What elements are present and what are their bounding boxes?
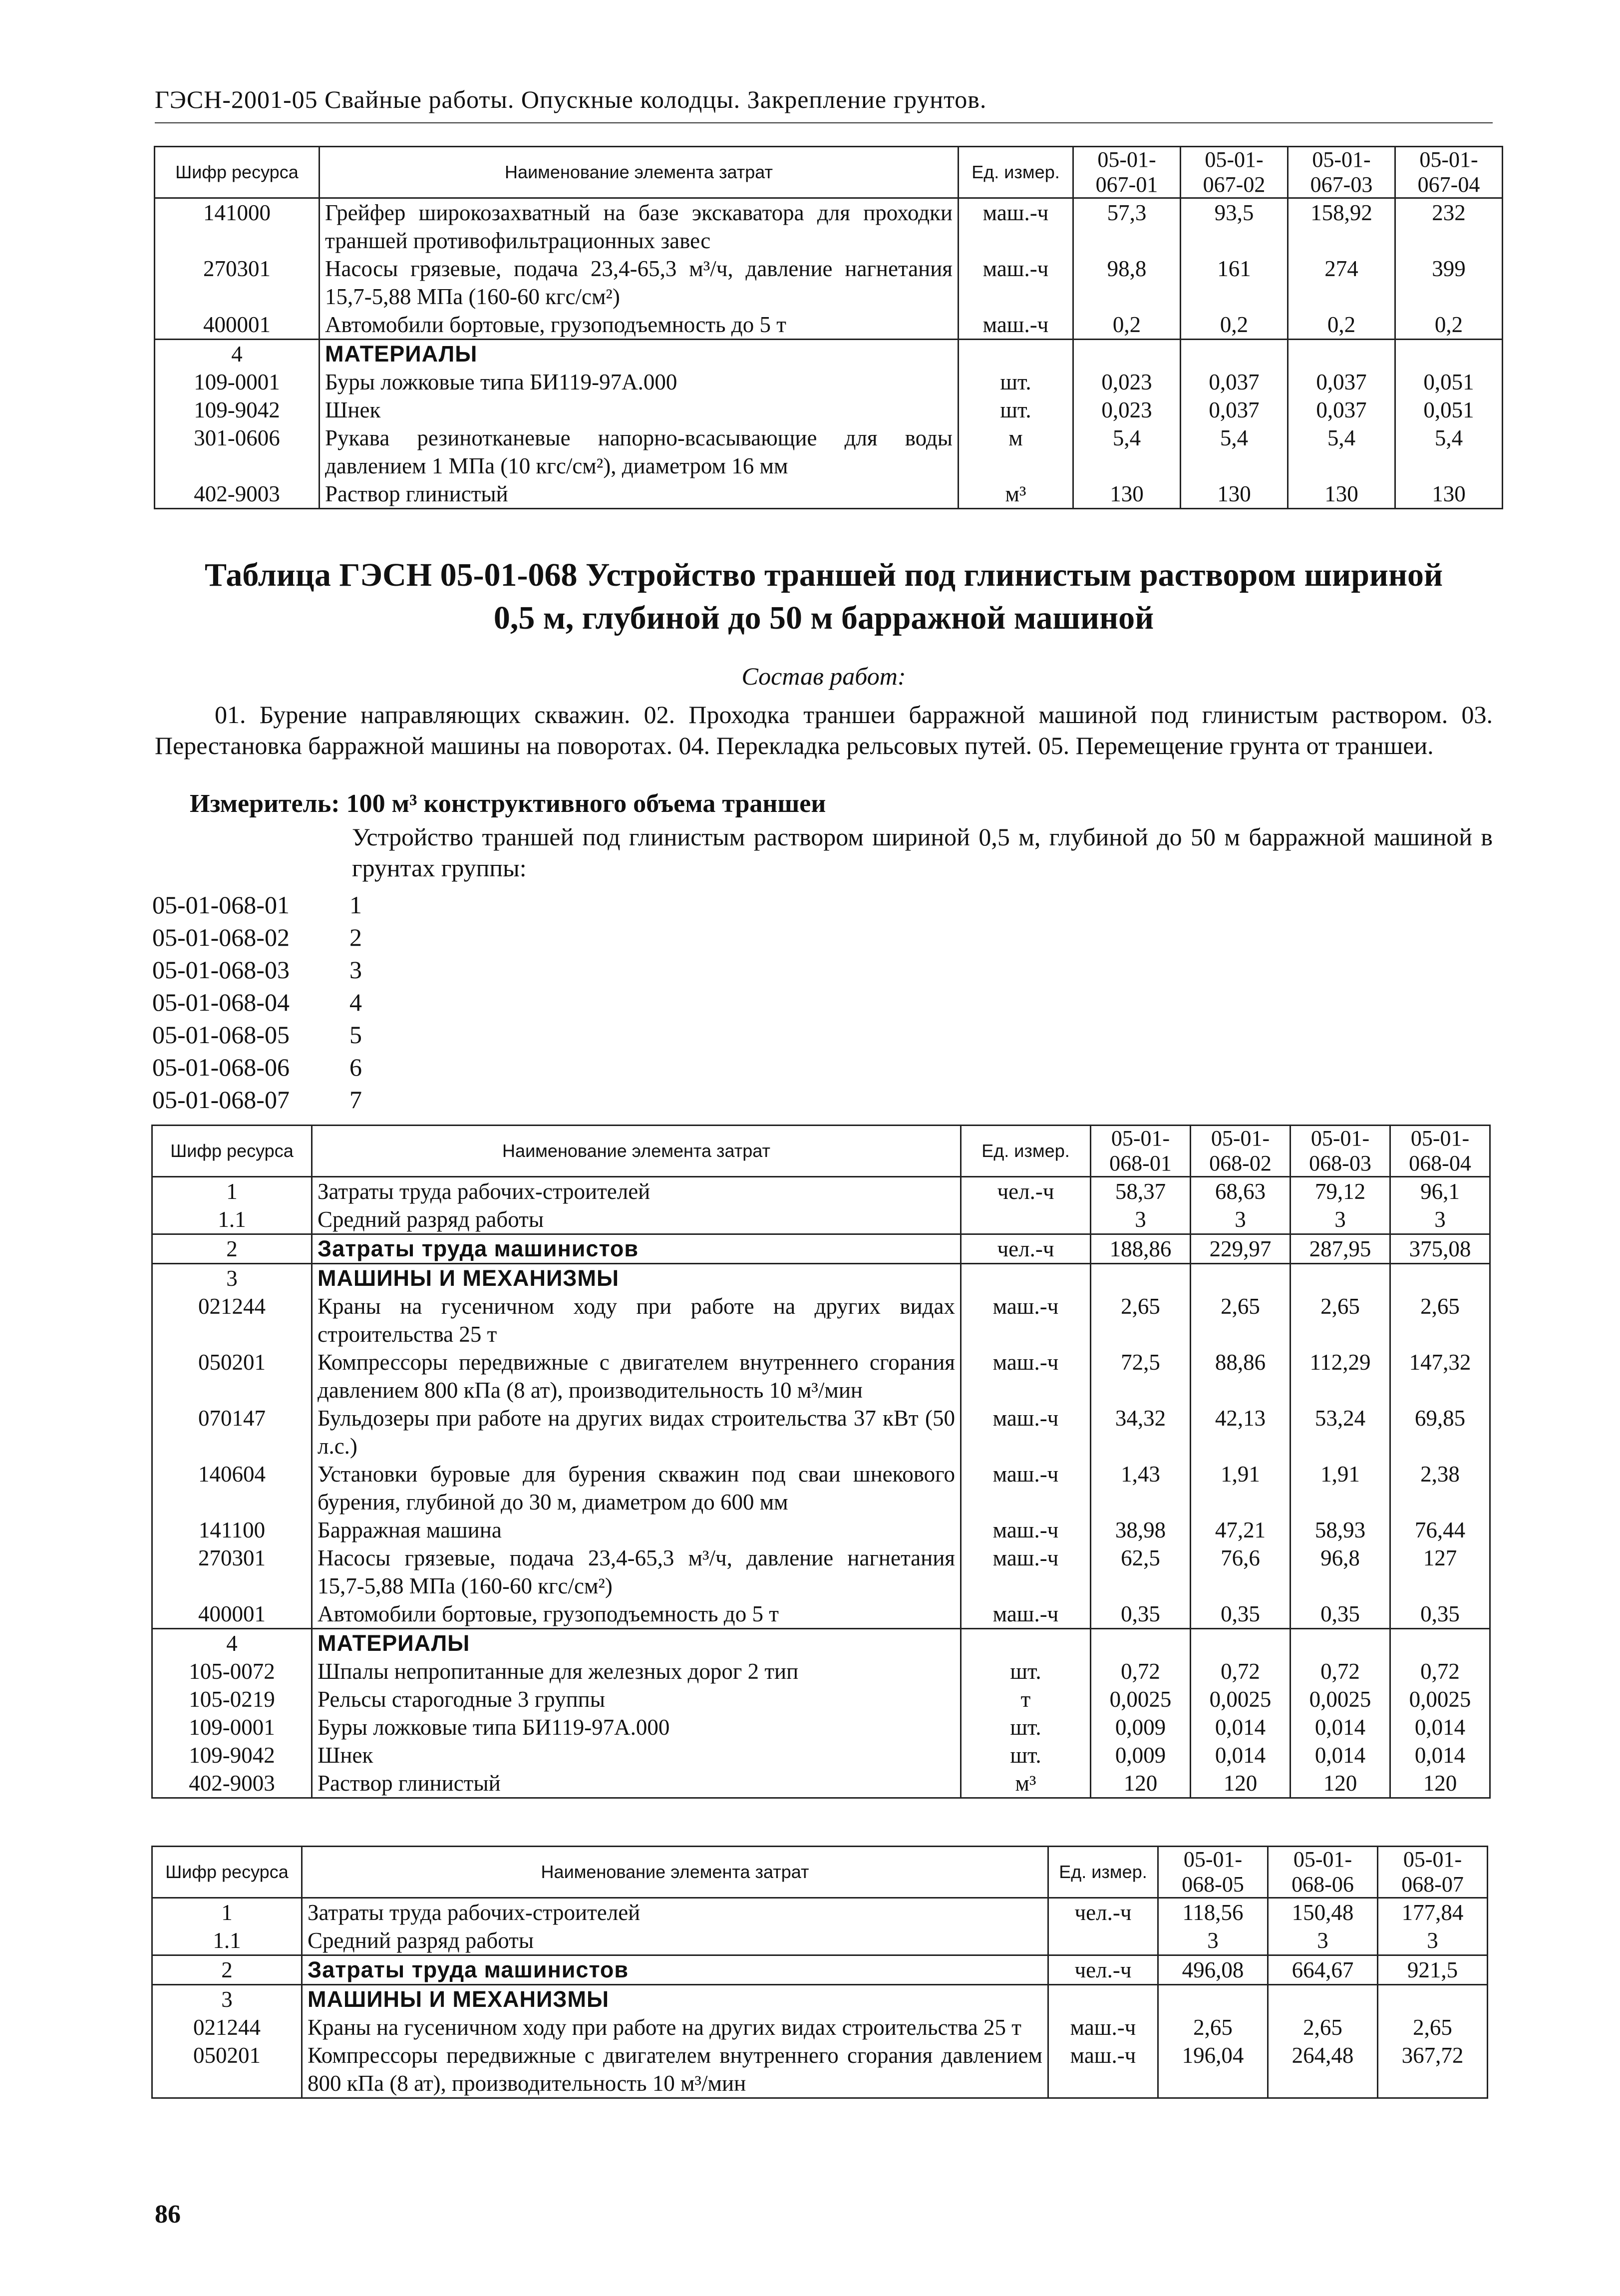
cost-value: 0,0025 <box>1091 1685 1191 1713</box>
norm-code: 05-01-068-01 <box>152 891 290 919</box>
cost-value: 69,85 <box>1390 1404 1490 1460</box>
unit: шт. <box>961 1657 1091 1685</box>
unit <box>961 1205 1091 1234</box>
cost-value: 0,72 <box>1390 1657 1490 1685</box>
cost-value: 0,009 <box>1091 1741 1191 1769</box>
unit: шт. <box>961 1741 1091 1769</box>
unit: маш.-ч <box>961 1544 1091 1600</box>
norm-code: 05-01-068-04 <box>152 988 290 1016</box>
col-header-norm-code: 05-01-067-01 <box>1073 147 1181 198</box>
resource-name: Установки буровые для бурения скважин под сваи шнекового бурения, глубиной до 30 м, диаметром до 600 мм <box>312 1460 961 1516</box>
cost-value: 921,5 <box>1378 1955 1488 1985</box>
resource-name: МАТЕРИАЛЫ <box>312 1629 961 1658</box>
cost-value: 127 <box>1390 1544 1490 1600</box>
col-header-norm-code: 05-01-068-07 <box>1378 1847 1488 1898</box>
cost-value: 0,014 <box>1191 1741 1291 1769</box>
cost-value <box>1390 1264 1490 1293</box>
cost-value: 120 <box>1091 1769 1191 1798</box>
unit: т <box>961 1685 1091 1713</box>
resource-code: 4 <box>152 1629 312 1658</box>
unit: чел.-ч <box>961 1234 1091 1264</box>
resource-code: 400001 <box>152 1600 312 1629</box>
cost-value: 130 <box>1395 480 1503 509</box>
cost-value: 58,93 <box>1291 1516 1390 1544</box>
col-header-norm-code: 05-01-068-03 <box>1291 1126 1390 1177</box>
resource-code: 1 <box>152 1177 312 1206</box>
cost-value: 496,08 <box>1158 1955 1268 1985</box>
unit: маш.-ч <box>959 311 1073 340</box>
unit: маш.-ч <box>1048 2041 1158 2098</box>
resource-code: 141000 <box>155 198 320 255</box>
cost-value: 0,0025 <box>1291 1685 1390 1713</box>
cost-value: 147,32 <box>1390 1348 1490 1404</box>
resource-code: 301-0606 <box>155 424 320 480</box>
unit: чел.-ч <box>1048 1898 1158 1927</box>
cost-value <box>1288 340 1395 369</box>
table-row <box>152 1741 1490 1769</box>
cost-value <box>1291 1629 1390 1658</box>
unit: м³ <box>961 1769 1091 1798</box>
cost-value: 5,4 <box>1395 424 1503 480</box>
cost-value: 367,72 <box>1378 2041 1488 2098</box>
norm-code: 05-01-068-06 <box>152 1053 290 1081</box>
cost-value: 2,65 <box>1268 2013 1378 2041</box>
table-row <box>152 2013 1488 2041</box>
cost-value: 0,037 <box>1288 368 1395 396</box>
cost-value <box>1291 1264 1390 1293</box>
table-row <box>152 1657 1490 1685</box>
cost-value: 0,35 <box>1091 1600 1191 1629</box>
cost-value: 1,91 <box>1191 1460 1291 1516</box>
resource-name: Компрессоры передвижные с двигателем внутреннего сгорания давлением 800 кПа (8 ат), производительность 10 м³/мин <box>312 1348 961 1404</box>
table-row <box>152 1177 1490 1206</box>
cost-value <box>1181 340 1288 369</box>
resource-name: МАШИНЫ И МЕХАНИЗМЫ <box>312 1264 961 1293</box>
cost-value: 399 <box>1395 255 1503 311</box>
resource-name: Барражная машина <box>312 1516 961 1544</box>
resource-code: 270301 <box>152 1544 312 1600</box>
cost-value: 264,48 <box>1268 2041 1378 2098</box>
table-row <box>152 1292 1490 1348</box>
resource-name: Затраты труда машинистов <box>302 1955 1048 1985</box>
soil-group: 5 <box>349 1021 362 1049</box>
cost-value: 5,4 <box>1288 424 1395 480</box>
cost-value: 130 <box>1288 480 1395 509</box>
cost-value <box>1091 1264 1191 1293</box>
unit: шт. <box>959 368 1073 396</box>
table-row <box>155 340 1503 369</box>
unit: маш.-ч <box>961 1460 1091 1516</box>
cost-value: 0,72 <box>1191 1657 1291 1685</box>
cost-value: 0,35 <box>1390 1600 1490 1629</box>
cost-value: 0,023 <box>1073 368 1181 396</box>
cost-value: 96,1 <box>1390 1177 1490 1206</box>
resource-name: Затраты труда рабочих-строителей <box>312 1177 961 1206</box>
cost-value <box>1268 1985 1378 2014</box>
cost-value: 0,0025 <box>1390 1685 1490 1713</box>
cost-value: 3 <box>1091 1205 1191 1234</box>
cost-value: 0,2 <box>1073 311 1181 340</box>
cost-value: 0,2 <box>1395 311 1503 340</box>
unit: маш.-ч <box>961 1404 1091 1460</box>
resource-code: 050201 <box>152 2041 302 2098</box>
cost-value: 150,48 <box>1268 1898 1378 1927</box>
resource-name: Средний разряд работы <box>302 1926 1048 1955</box>
cost-value <box>1073 340 1181 369</box>
resource-name: МАТЕРИАЛЫ <box>320 340 959 369</box>
resource-name: Грейфер широкозахватный на базе экскаватора для проходки траншей противофильтрационных завес <box>320 198 959 255</box>
cost-value: 3 <box>1390 1205 1490 1234</box>
table-row <box>152 1460 1490 1516</box>
resource-code: 070147 <box>152 1404 312 1460</box>
cost-value: 2,65 <box>1191 1292 1291 1348</box>
col-header-norm-code: 05-01-068-05 <box>1158 1847 1268 1898</box>
cost-value: 375,08 <box>1390 1234 1490 1264</box>
table-header-row <box>155 147 1503 198</box>
cost-value: 664,67 <box>1268 1955 1378 1985</box>
table-row <box>155 424 1503 480</box>
cost-value: 1,91 <box>1291 1460 1390 1516</box>
soil-group: 6 <box>349 1053 362 1081</box>
cost-value: 1,43 <box>1091 1460 1191 1516</box>
resource-code: 109-9042 <box>152 1741 312 1769</box>
resource-name: Насосы грязевые, подача 23,4-65,3 м³/ч, давление нагнетания 15,7-5,88 МПа (160-60 кгс/см²) <box>320 255 959 311</box>
resource-code: 140604 <box>152 1460 312 1516</box>
table-row <box>152 2041 1488 2098</box>
unit: чел.-ч <box>961 1177 1091 1206</box>
unit: шт. <box>961 1713 1091 1741</box>
table-row <box>155 368 1503 396</box>
cost-value: 0,2 <box>1288 311 1395 340</box>
cost-value: 188,86 <box>1091 1234 1191 1264</box>
resource-table-068-05-07 <box>151 1846 1488 2099</box>
table-row <box>152 1404 1490 1460</box>
col-header-norm-code: 05-01-067-03 <box>1288 147 1395 198</box>
unit: маш.-ч <box>1048 2013 1158 2041</box>
cost-value: 229,97 <box>1191 1234 1291 1264</box>
table-row <box>152 1234 1490 1264</box>
cost-value: 0,014 <box>1291 1713 1390 1741</box>
header-rule <box>155 122 1493 123</box>
cost-value: 47,21 <box>1191 1516 1291 1544</box>
norm-code-item <box>152 986 362 1019</box>
unit: маш.-ч <box>961 1292 1091 1348</box>
cost-value: 38,98 <box>1091 1516 1191 1544</box>
resource-name: Буры ложковые типа БИ119-97А.000 <box>320 368 959 396</box>
cost-value: 2,65 <box>1291 1292 1390 1348</box>
soil-group: 3 <box>349 956 362 984</box>
norm-code: 05-01-068-05 <box>152 1021 290 1049</box>
cost-value: 53,24 <box>1291 1404 1390 1460</box>
cost-value: 287,95 <box>1291 1234 1390 1264</box>
resource-code: 105-0072 <box>152 1657 312 1685</box>
cost-value: 98,8 <box>1073 255 1181 311</box>
unit: маш.-ч <box>959 255 1073 311</box>
cost-value: 274 <box>1288 255 1395 311</box>
cost-value: 130 <box>1181 480 1288 509</box>
resource-code: 105-0219 <box>152 1685 312 1713</box>
cost-value: 0,051 <box>1395 368 1503 396</box>
cost-value: 0,037 <box>1181 368 1288 396</box>
table-row <box>152 1205 1490 1234</box>
cost-value: 96,8 <box>1291 1544 1390 1600</box>
unit: маш.-ч <box>961 1516 1091 1544</box>
unit: м <box>959 424 1073 480</box>
work-composition-text: 01. Бурение направляющих скважин. 02. Проходка траншеи барражной машиной под глинистым раствором. 03. Перестановка барражной машины на поворотах. 04. Перекладка рельсовых путей. 05. Перемещение грунта от траншеи. <box>155 701 1493 760</box>
soil-group: 4 <box>349 988 362 1016</box>
table-header-row <box>152 1847 1488 1898</box>
cost-value <box>1395 340 1503 369</box>
cost-value: 3 <box>1291 1205 1390 1234</box>
cost-value <box>1378 1985 1488 2014</box>
table-row <box>152 1264 1490 1293</box>
table-header-row <box>152 1126 1490 1177</box>
cost-value: 88,86 <box>1191 1348 1291 1404</box>
resource-name: Автомобили бортовые, грузоподъемность до 5 т <box>320 311 959 340</box>
cost-value: 3 <box>1378 1926 1488 1955</box>
work-composition-caption: Состав работ: <box>741 662 906 690</box>
col-header-code: Шифр ресурса <box>152 1847 302 1898</box>
cost-value: 2,65 <box>1390 1292 1490 1348</box>
unit: чел.-ч <box>1048 1955 1158 1985</box>
cost-value: 93,5 <box>1181 198 1288 255</box>
cost-value: 0,72 <box>1291 1657 1390 1685</box>
cost-value: 0,009 <box>1091 1713 1191 1741</box>
cost-value: 120 <box>1291 1769 1390 1798</box>
cost-value <box>1158 1985 1268 2014</box>
col-header-norm-code: 05-01-068-01 <box>1091 1126 1191 1177</box>
cost-value <box>1191 1629 1291 1658</box>
norm-code-list <box>152 889 362 1116</box>
cost-value: 5,4 <box>1181 424 1288 480</box>
table-row <box>155 255 1503 311</box>
col-header-code: Шифр ресурса <box>152 1126 312 1177</box>
col-header-norm-code: 05-01-068-02 <box>1191 1126 1291 1177</box>
table-row <box>155 198 1503 255</box>
table-row <box>152 1600 1490 1629</box>
cost-value: 2,38 <box>1390 1460 1490 1516</box>
resource-code: 3 <box>152 1985 302 2014</box>
col-header-unit: Ед. измер. <box>1048 1847 1158 1898</box>
col-header-norm-code: 05-01-068-06 <box>1268 1847 1378 1898</box>
norm-code-item <box>152 1084 362 1116</box>
norm-code-item <box>152 889 362 921</box>
unit <box>1048 1926 1158 1955</box>
cost-value: 130 <box>1073 480 1181 509</box>
cost-value: 196,04 <box>1158 2041 1268 2098</box>
soil-group: 7 <box>349 1086 362 1114</box>
resource-name: Шнек <box>320 396 959 424</box>
cost-value: 68,63 <box>1191 1177 1291 1206</box>
resource-name: Автомобили бортовые, грузоподъемность до 5 т <box>312 1600 961 1629</box>
cost-value: 58,37 <box>1091 1177 1191 1206</box>
norm-code: 05-01-068-02 <box>152 923 290 951</box>
cost-value <box>1091 1629 1191 1658</box>
resource-name: Затраты труда рабочих-строителей <box>302 1898 1048 1927</box>
resource-code: 050201 <box>152 1348 312 1404</box>
resource-code: 3 <box>152 1264 312 1293</box>
cost-value: 2,65 <box>1158 2013 1268 2041</box>
cost-value: 62,5 <box>1091 1544 1191 1600</box>
cost-value <box>1191 1264 1291 1293</box>
resource-code: 109-0001 <box>152 1713 312 1741</box>
cost-value: 177,84 <box>1378 1898 1488 1927</box>
cost-value: 0,014 <box>1191 1713 1291 1741</box>
unit: м³ <box>959 480 1073 509</box>
cost-value: 158,92 <box>1288 198 1395 255</box>
resource-name: Компрессоры передвижные с двигателем внутреннего сгорания давлением 800 кПа (8 ат), производительность 10 м³/мин <box>302 2041 1048 2098</box>
norm-code: 05-01-068-07 <box>152 1086 290 1114</box>
resource-name: Насосы грязевые, подача 23,4-65,3 м³/ч, давление нагнетания 15,7-5,88 МПа (160-60 кгс/см²) <box>312 1544 961 1600</box>
resource-code: 270301 <box>155 255 320 311</box>
cost-value: 0,2 <box>1181 311 1288 340</box>
resource-code: 402-9003 <box>152 1769 312 1798</box>
resource-code: 109-0001 <box>155 368 320 396</box>
table-row <box>152 1516 1490 1544</box>
resource-code: 021244 <box>152 1292 312 1348</box>
norm-code-item <box>152 954 362 986</box>
cost-value: 0,014 <box>1390 1741 1490 1769</box>
col-header-norm-code: 05-01-068-04 <box>1390 1126 1490 1177</box>
unit <box>959 340 1073 369</box>
cost-value: 2,65 <box>1378 2013 1488 2041</box>
cost-value: 5,4 <box>1073 424 1181 480</box>
cost-value: 0,037 <box>1181 396 1288 424</box>
table-row <box>152 1955 1488 1985</box>
col-header-norm-code: 05-01-067-02 <box>1181 147 1288 198</box>
cost-value: 79,12 <box>1291 1177 1390 1206</box>
cost-value: 0,72 <box>1091 1657 1191 1685</box>
cost-value: 57,3 <box>1073 198 1181 255</box>
table-row <box>152 1348 1490 1404</box>
resource-name: Рельсы старогодные 3 группы <box>312 1685 961 1713</box>
resource-code: 402-9003 <box>155 480 320 509</box>
resource-code: 109-9042 <box>155 396 320 424</box>
unit <box>961 1264 1091 1293</box>
table-row <box>152 1685 1490 1713</box>
table-row <box>155 396 1503 424</box>
unit: шт. <box>959 396 1073 424</box>
cost-value: 0,0025 <box>1191 1685 1291 1713</box>
cost-value: 0,014 <box>1390 1713 1490 1741</box>
cost-value: 112,29 <box>1291 1348 1390 1404</box>
resource-code: 2 <box>152 1234 312 1264</box>
cost-value: 3 <box>1158 1926 1268 1955</box>
resource-code: 400001 <box>155 311 320 340</box>
cost-value: 76,6 <box>1191 1544 1291 1600</box>
col-header-unit: Ед. измер. <box>959 147 1073 198</box>
cost-value: 118,56 <box>1158 1898 1268 1927</box>
col-header-code: Шифр ресурса <box>155 147 320 198</box>
resource-code: 2 <box>152 1955 302 1985</box>
norm-code-item <box>152 921 362 954</box>
resource-name: Раствор глинистый <box>320 480 959 509</box>
resource-code: 1.1 <box>152 1205 312 1234</box>
col-header-name: Наименование элемента затрат <box>312 1126 961 1177</box>
table-row <box>155 480 1503 509</box>
soil-group: 2 <box>349 923 362 951</box>
measure-description: Устройство траншей под глинистым раствором шириной 0,5 м, глубиной до 50 м барражной машиной в грунтах группы: <box>352 823 1493 882</box>
cost-value: 0,35 <box>1191 1600 1291 1629</box>
unit: маш.-ч <box>959 198 1073 255</box>
norm-code-item <box>152 1019 362 1051</box>
cost-value: 2,65 <box>1091 1292 1191 1348</box>
cost-value: 232 <box>1395 198 1503 255</box>
cost-value: 0,037 <box>1288 396 1395 424</box>
resource-code: 021244 <box>152 2013 302 2041</box>
norm-code: 05-01-068-03 <box>152 956 290 984</box>
soil-group: 1 <box>349 891 362 919</box>
page-number: 86 <box>155 2200 181 2229</box>
col-header-name: Наименование элемента затрат <box>302 1847 1048 1898</box>
table-row <box>152 1769 1490 1798</box>
resource-name: Раствор глинистый <box>312 1769 961 1798</box>
resource-table-068-01-04 <box>151 1125 1491 1799</box>
measure-unit: Измеритель: 100 м³ конструктивного объема траншеи <box>190 789 826 818</box>
resource-name: Буры ложковые типа БИ119-97А.000 <box>312 1713 961 1741</box>
col-header-name: Наименование элемента затрат <box>320 147 959 198</box>
resource-name: Краны на гусеничном ходу при работе на других видах строительства 25 т <box>312 1292 961 1348</box>
resource-name: Шнек <box>312 1741 961 1769</box>
table-row <box>152 1985 1488 2014</box>
cost-value: 42,13 <box>1191 1404 1291 1460</box>
resource-code: 4 <box>155 340 320 369</box>
cost-value: 34,32 <box>1091 1404 1191 1460</box>
table-title-line-1: Таблица ГЭСН 05-01-068 Устройство траншей под глинистым раствором шириной <box>205 557 1443 593</box>
unit: маш.-ч <box>961 1600 1091 1629</box>
unit: маш.-ч <box>961 1348 1091 1404</box>
running-header: ГЭСН-2001-05 Свайные работы. Опускные колодцы. Закрепление грунтов. <box>155 85 987 113</box>
cost-value: 0,023 <box>1073 396 1181 424</box>
table-row <box>155 311 1503 340</box>
table-row <box>152 1898 1488 1927</box>
resource-name: Краны на гусеничном ходу при работе на других видах строительства 25 т <box>302 2013 1048 2041</box>
unit <box>1048 1985 1158 2014</box>
norm-code-item <box>152 1051 362 1084</box>
cost-value: 0,051 <box>1395 396 1503 424</box>
table-row <box>152 1926 1488 1955</box>
cost-value: 3 <box>1191 1205 1291 1234</box>
col-header-norm-code: 05-01-067-04 <box>1395 147 1503 198</box>
resource-name: Затраты труда машинистов <box>312 1234 961 1264</box>
col-header-unit: Ед. измер. <box>961 1126 1091 1177</box>
table-row <box>152 1544 1490 1600</box>
cost-value: 76,44 <box>1390 1516 1490 1544</box>
cost-value: 3 <box>1268 1926 1378 1955</box>
cost-value <box>1390 1629 1490 1658</box>
cost-value: 0,014 <box>1291 1741 1390 1769</box>
unit <box>961 1629 1091 1658</box>
table-title-line-2: 0,5 м, глубиной до 50 м барражной машиной <box>493 600 1154 636</box>
resource-name: Шпалы непропитанные для железных дорог 2 тип <box>312 1657 961 1685</box>
resource-name: Бульдозеры при работе на других видах строительства 37 кВт (50 л.с.) <box>312 1404 961 1460</box>
resource-code: 1.1 <box>152 1926 302 1955</box>
resource-name: Средний разряд работы <box>312 1205 961 1234</box>
resource-name: МАШИНЫ И МЕХАНИЗМЫ <box>302 1985 1048 2014</box>
cost-value: 72,5 <box>1091 1348 1191 1404</box>
resource-code: 1 <box>152 1898 302 1927</box>
resource-code: 141100 <box>152 1516 312 1544</box>
resource-name: Рукава резинотканевые напорно-всасывающие для воды давлением 1 МПа (10 кгс/см²), диаметром 16 мм <box>320 424 959 480</box>
cost-value: 0,35 <box>1291 1600 1390 1629</box>
resource-table-067 <box>154 146 1503 509</box>
cost-value: 120 <box>1191 1769 1291 1798</box>
table-row <box>152 1629 1490 1658</box>
cost-value: 120 <box>1390 1769 1490 1798</box>
table-row <box>152 1713 1490 1741</box>
cost-value: 161 <box>1181 255 1288 311</box>
